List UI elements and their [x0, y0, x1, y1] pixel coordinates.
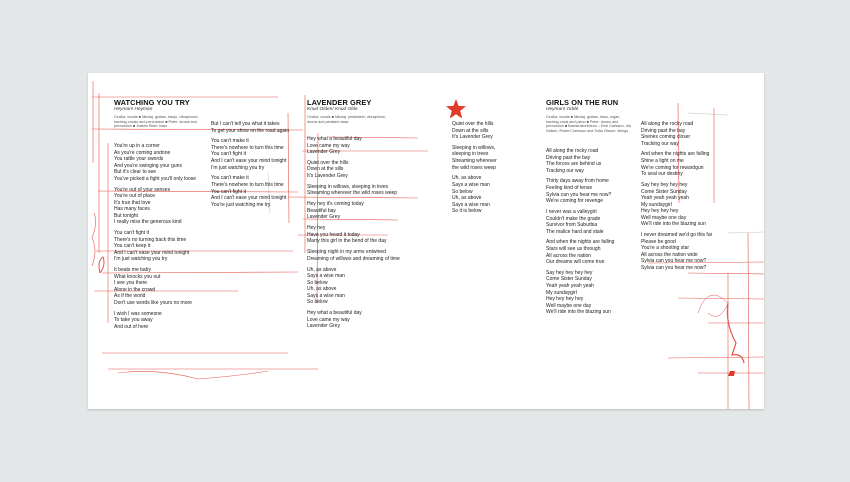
lyric-line: Dreaming of willows and dreaming of time: [307, 255, 400, 262]
lyric-stanza: [307, 249, 400, 262]
lyric-stanza: [546, 178, 614, 204]
lyric-stanza: [307, 201, 400, 221]
star-icon: [445, 98, 467, 120]
lyric-line: Have you heard it today: [307, 231, 360, 238]
lyric-line: Says a wise man: [452, 201, 490, 208]
lyric-line: You're out of your senses: [114, 186, 171, 193]
song-subtitle: Knud Olden/ Knud Olde: [307, 107, 358, 112]
lyric-line: Down at the sills: [307, 166, 344, 173]
lyric-line: I see you there: [114, 280, 148, 287]
lyric-line: But it's clear to see: [114, 169, 157, 176]
lyric-line: And out of here: [114, 323, 149, 330]
lyric-stanza: [546, 148, 614, 174]
lyric-line: There's no turning back this time: [114, 236, 187, 243]
lyric-line: Alone in the crowd: [114, 286, 156, 293]
lyric-line: Our dreams will come true: [546, 259, 605, 266]
lyric-line: Tracking our way: [641, 140, 679, 147]
lyric-line: But I can't tell you what it takes: [211, 121, 280, 127]
lyric-line: Hey what a beautiful day: [307, 136, 362, 142]
lyric-line: And you're swinging your guns: [114, 162, 182, 169]
song-credits: Cecilia: vocals ■ Nikolaj: guitars, banjo, vibraphone, backing vocals and percussion ■ Peter: drums and percussion ■ Joakim Ekler: bass: [114, 115, 199, 129]
lyric-line: To take you away: [114, 317, 153, 324]
lyric-stanza: [546, 209, 614, 235]
lyrics-column: [546, 148, 614, 320]
lyric-line: I really miss the generous kind: [114, 219, 182, 226]
lyric-line: Please be good: [641, 238, 676, 245]
lyric-line: Sylvia can you hear me now?: [641, 264, 707, 271]
lyric-line: I never dreamed we'd go this far: [641, 232, 713, 239]
lyric-line: Says a wise man: [307, 292, 345, 299]
lyric-line: Say hey hey hey hey: [641, 181, 688, 188]
lyric-line: Hey hey it's coming today: [307, 201, 364, 208]
lyric-line: So below: [307, 279, 328, 286]
lyric-line: We'll ride into the blazing sun: [641, 221, 706, 228]
lyric-line: It beats me baby: [114, 267, 151, 274]
lyric-stanza: [452, 175, 497, 214]
lyric-line: There's nowhere to turn this time: [211, 181, 284, 188]
lyric-line: Lavender Grey: [307, 214, 341, 221]
lyric-line: So below: [452, 188, 473, 195]
lyric-line: But tonight: [114, 212, 138, 219]
lyric-line: I'm just watching you try: [114, 256, 168, 263]
lyric-line: So below: [307, 299, 328, 306]
lyric-line: Survivor from Suburbia: [546, 222, 598, 229]
lyric-stanza: [211, 138, 289, 171]
lyric-line: Sleeping night in my arms entwined: [307, 249, 386, 256]
lyric-stanza: [641, 232, 712, 271]
lyrics-column: [211, 121, 289, 212]
lyric-line: Quiet over the hills: [307, 159, 349, 166]
lyric-line: You can't make it: [211, 175, 249, 182]
lyric-line: Uh, as above: [452, 175, 482, 182]
lyric-line: The forces are behind us: [546, 161, 602, 168]
lyric-line: Says a wise man: [307, 273, 345, 280]
lyric-line: And I can't ease your mind tonight: [114, 249, 190, 256]
lyric-line: Says a wise man: [452, 181, 490, 188]
lyric-line: Couldn't make the grade: [546, 215, 601, 222]
lyric-line: Hey hey hey hey: [641, 208, 679, 215]
lyric-line: Sylvia can you hear me now?: [546, 191, 612, 198]
lyric-line: Sleeping in willows,: [452, 144, 496, 151]
lyric-line: All along the rocky road: [641, 121, 694, 127]
lyric-line: I never was a valleygirl: [546, 208, 597, 215]
lyrics-column: [307, 136, 400, 334]
lyric-stanza: [211, 175, 289, 208]
lyric-line: To get your show on the road again: [211, 127, 290, 134]
lyric-stanza: [307, 310, 400, 330]
lyric-line: Shine a light on me: [641, 158, 684, 165]
lyric-line: Tracking our way: [546, 167, 584, 174]
song-lavender-grey: [307, 99, 393, 124]
lyric-stanza: [114, 230, 196, 263]
lyric-line: Down at the sills: [452, 127, 489, 134]
lyric-line: Hey what a beautiful day: [307, 310, 362, 317]
lyric-line: sleeping in trees: [452, 151, 489, 158]
lyric-stanza: [641, 182, 712, 228]
lyric-line: Hey hey: [307, 225, 326, 232]
lyric-stanza: [307, 184, 400, 197]
lyric-line: You rattle your swords: [114, 156, 164, 163]
lyric-stanza: [546, 270, 614, 316]
lyric-stanza: [452, 145, 497, 171]
lyric-line: We're coming for rewardgun: [641, 164, 704, 171]
lyric-line: We're coming for revenge: [546, 198, 603, 205]
song-subtitle: Heyman! Heyman: [114, 107, 153, 112]
lyric-line: You can't fight it: [211, 151, 246, 158]
lyric-line: Lavender Grey: [307, 149, 341, 156]
lyric-line: Sleeping in willows, sleeping in trees: [307, 183, 389, 190]
lyric-stanza: [641, 121, 712, 147]
lyric-line: Love came my way: [307, 316, 350, 323]
lyric-line: You're out of place: [114, 193, 156, 200]
song-subtitle: Heyman! Oddé: [546, 107, 579, 112]
lyric-line: Say hey hey hey hey: [546, 269, 593, 276]
lyric-line: I'm just watching you try: [211, 164, 265, 171]
lyric-line: Lavender Grey: [307, 323, 341, 330]
lyric-line: And when the nights are falling: [641, 151, 710, 158]
lyric-line: The malice hard and stale: [546, 228, 604, 235]
lyric-line: We'll ride into the blazing sun: [546, 309, 611, 316]
lyric-line: Sirenes coming closer: [641, 134, 691, 141]
song-credits: Cecilia: vocals ■ Nikolaj: pedalsteel, vibraphone, drums and pedals/e-bass: [307, 115, 387, 124]
lyric-line: Streaming wherever: [452, 158, 497, 165]
lyric-line: Hey hey hey hey: [546, 296, 584, 303]
lyric-line: Come Sister Sunday: [546, 276, 592, 283]
song-title: GIRLS ON THE RUN: [546, 98, 619, 107]
lyric-line: You're up in a corner: [114, 143, 160, 149]
lyric-line: Thirty days away from home: [546, 178, 609, 185]
lyric-line: As if the world: [114, 293, 146, 300]
lyric-line: What knocks you out: [114, 273, 161, 280]
lyric-line: Yeah yeah yeah yeah: [641, 195, 689, 202]
lyric-line: Uh, as above: [307, 286, 337, 293]
lyric-line: Feeling kind of tense: [546, 185, 593, 192]
lyric-line: Uh, as above: [307, 266, 337, 273]
lyric-stanza: [114, 267, 196, 306]
lyric-stanza: [114, 143, 196, 182]
lyric-line: Driving past the bay: [546, 154, 591, 161]
lyric-line: And I can't ease your mind tonight: [211, 195, 287, 202]
lyric-line: Sylvia can you hear me now?: [641, 258, 707, 265]
lyric-line: Quiet over the hills: [452, 121, 494, 127]
lyric-line: To seal our destiny: [641, 171, 683, 178]
lyric-line: Marry this girl in the bend of the day: [307, 238, 387, 245]
lyric-line: Stars will see us through: [546, 246, 601, 252]
lyric-line: As you're coming undone: [114, 149, 171, 156]
lyric-line: Beautiful bay: [307, 207, 336, 214]
lyric-stanza: [452, 121, 497, 141]
lyric-line: You're just watching me try: [211, 201, 271, 208]
lyric-line: Driving past the bay: [641, 127, 686, 134]
lyric-line: Well maybe one day: [641, 214, 687, 221]
song-girls-on-the-run: [546, 99, 632, 133]
lyric-stanza: [307, 267, 400, 306]
lyric-stanza: [211, 121, 289, 134]
lyric-line: You can't make it: [211, 138, 249, 145]
lyric-stanza: [546, 239, 614, 265]
lyric-line: You're a shooting star: [641, 245, 690, 252]
lyric-line: It's true that love: [114, 199, 151, 206]
lyric-line: Has many faces: [114, 206, 150, 213]
lyric-line: And I can't ease your mind tonight: [211, 158, 287, 165]
lyric-line: And when the nights are falling: [546, 239, 615, 246]
song-credits: Cecilia: vocals ■ Nikolaj: guitars, bass, organ, backing vocal and piano ■ Peter: drums and percussion ■ Balestrakorkheon – Emil Carlsson, Ida Dalsen, Robert Carlsson and Sofia Olsson: strings: [546, 115, 631, 133]
lyric-line: Love came my way: [307, 142, 350, 149]
lyric-line: All across the nation wide: [641, 251, 698, 258]
lyric-line: All along the rocky road: [546, 148, 599, 154]
lyric-stanza: [114, 187, 196, 226]
lyric-stanza: [307, 225, 400, 245]
lyric-line: You can't fight it: [211, 188, 246, 195]
lyric-stanza: [307, 136, 400, 156]
song-title: WATCHING YOU TRY: [114, 98, 190, 107]
lyric-line: You can't fight it: [114, 230, 149, 237]
lyric-line: Don't use words like yours no more: [114, 299, 192, 306]
lyric-line: All across the nation: [546, 252, 592, 259]
lyric-line: Well maybe one day: [546, 302, 592, 309]
lyric-line: So it is below: [452, 208, 482, 215]
lyric-line: the wild roses weep: [452, 164, 496, 171]
lyric-line: It's Lavender Grey: [452, 134, 493, 141]
lyric-line: My sundaygirl: [546, 289, 577, 296]
lyric-line: Come Sister Sunday: [641, 188, 687, 195]
lyric-line: Streaming wherever the wild roses weep: [307, 190, 398, 197]
lyric-booklet-page: [88, 73, 764, 409]
lyric-line: Uh, as above: [452, 195, 482, 202]
lyric-stanza: [307, 160, 400, 180]
lyric-line: I wish I was someone: [114, 310, 162, 317]
song-watching-you-try: [114, 99, 200, 129]
lyrics-column: [114, 143, 196, 335]
lyric-stanza: [641, 151, 712, 177]
lyrics-column: [641, 121, 712, 276]
lyrics-column: [452, 121, 497, 219]
lyric-line: You can't keep it: [114, 243, 151, 250]
song-title: LAVENDER GREY: [307, 98, 372, 107]
lyric-line: There's nowhere to turn this time: [211, 144, 284, 151]
lyric-line: Yeah yeah yeah yeah: [546, 283, 594, 290]
lyric-line: My sundaygirl: [641, 201, 672, 208]
lyric-line: It's Lavender Grey: [307, 173, 348, 180]
lyric-stanza: [114, 311, 196, 331]
lyric-line: You've picked a fight you'll only loose: [114, 175, 197, 182]
